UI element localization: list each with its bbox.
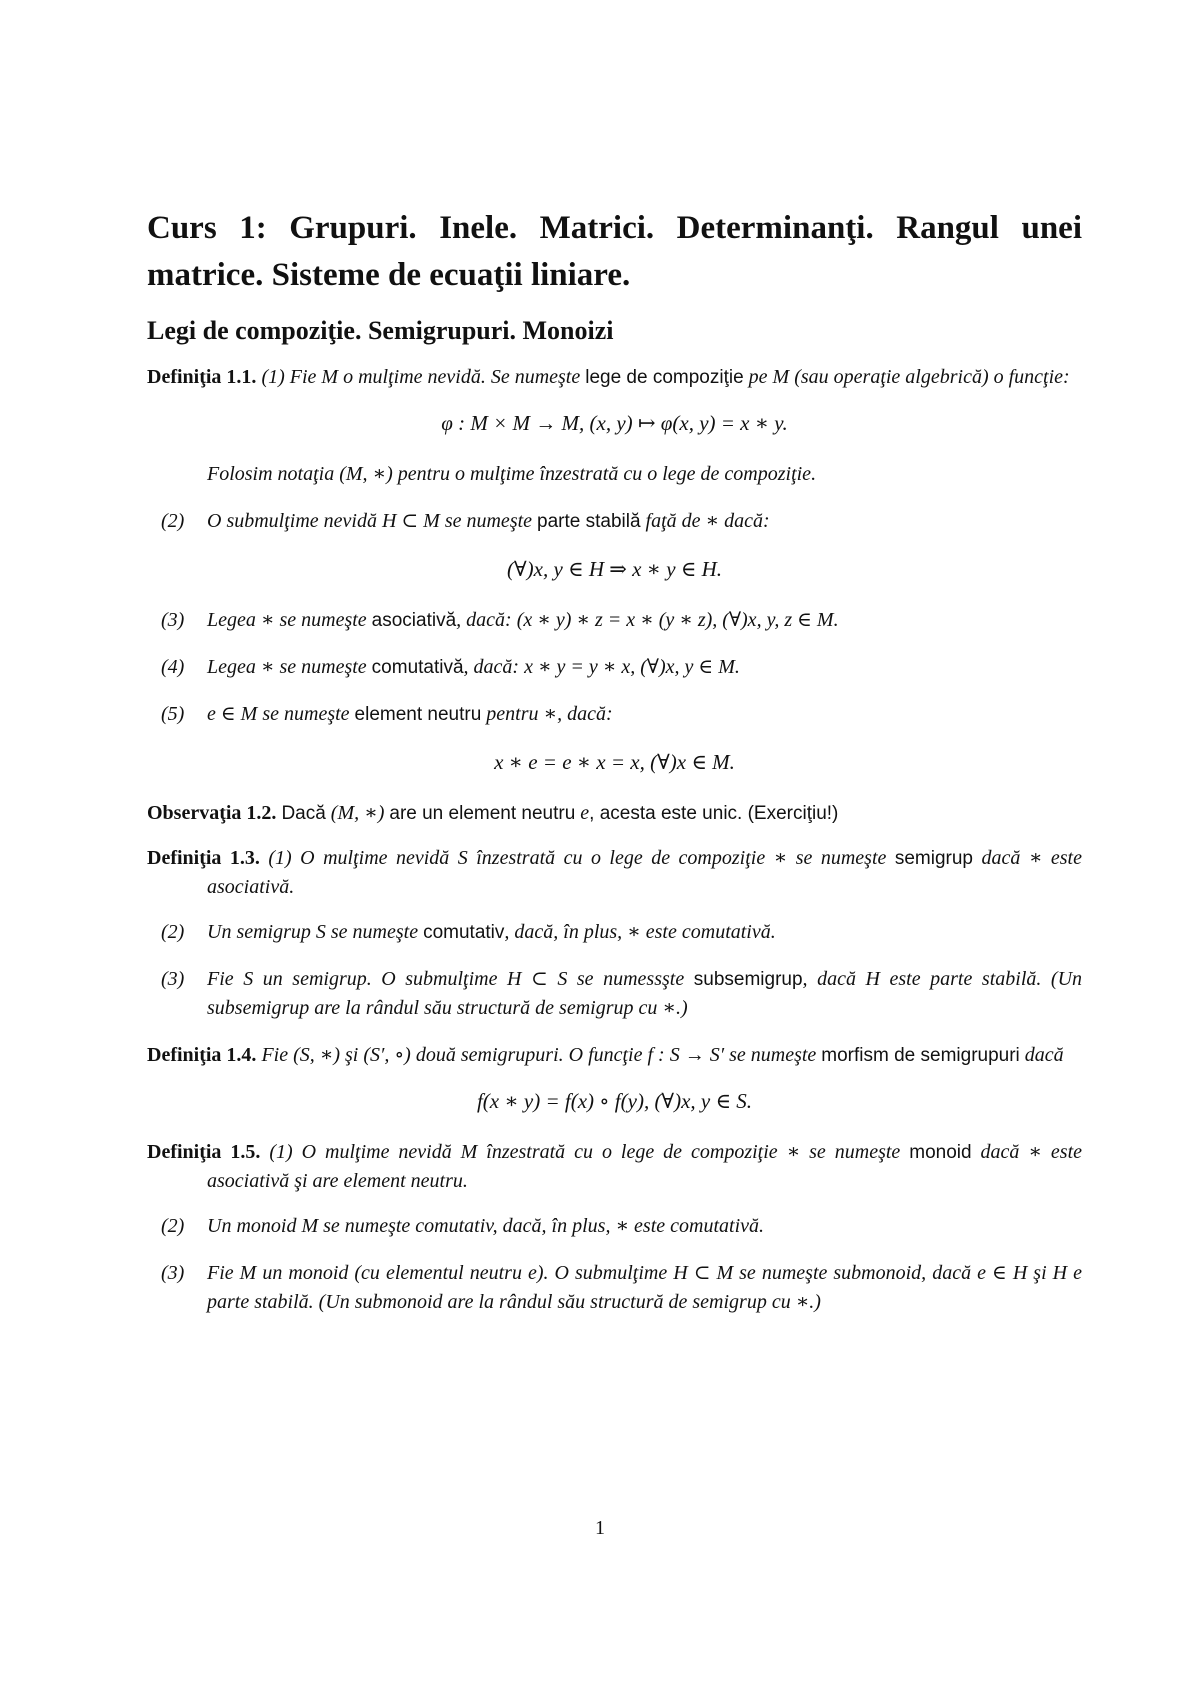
item-text: Legea ∗ se numeşte — [207, 656, 367, 678]
item-number: (2) — [161, 1215, 185, 1237]
note-text: Folosim notaţia (M, ∗) pentru o mulţime înzestrată cu o lege de compoziţie. — [207, 463, 817, 485]
defined-term: comutativ — [423, 922, 505, 943]
item-number: (2) — [161, 510, 185, 532]
item-text: , dacă: (x ∗ y) ∗ z = x ∗ (y ∗ z), (∀)x, y, z ∈ M. — [456, 609, 839, 631]
math-expression: (M, ∗) — [330, 802, 385, 824]
list-item — [147, 1212, 1082, 1241]
item-text: Un semigrup S se numeşte — [207, 921, 419, 943]
definition-text: dacă ∗ este asociativă. — [207, 847, 1082, 898]
definition-1-1 — [147, 363, 1082, 392]
item-text: Fie S un semigrup. O submulţime H ⊂ S se numessşte — [207, 968, 685, 990]
equation: x ∗ e = e ∗ x = x, (∀)x ∈ M. — [494, 750, 735, 774]
item-text: Fie M un monoid (cu elementul neutru e). O submulţime H ⊂ M se numeşte submonoid, dacă e ∈ H şi H e parte stabilă. (Un submonoid are la rândul său structură de semigrup cu ∗.) — [207, 1262, 1082, 1313]
item-number: (5) — [161, 703, 185, 725]
definition-label: Definiţia 1.3. — [147, 847, 260, 869]
equation: φ : M × M → M, (x, y) ↦ φ(x, y) = x ∗ y. — [441, 411, 788, 435]
equation: f(x ∗ y) = f(x) ∘ f(y), (∀)x, y ∈ S. — [476, 1089, 753, 1113]
list-item — [147, 918, 1082, 947]
list-item — [147, 653, 1082, 682]
defined-term: subsemigrup — [693, 969, 803, 990]
item-text: pentru ∗, dacă: — [486, 703, 613, 725]
list-item — [147, 606, 1082, 635]
item-text: , dacă, în plus, ∗ este comutativă. — [504, 921, 776, 943]
defined-term: asociativă — [371, 610, 457, 631]
item-text: , dacă H este parte stabilă. (Un subsemigrup are la rândul său structură de semigrup cu ∗.) — [207, 968, 1083, 1019]
item-text: Legea ∗ se numeşte — [207, 609, 367, 631]
observation-label: Observaţia 1.2. — [147, 802, 277, 824]
defined-term: monoid — [909, 1142, 972, 1163]
equation: (∀)x, y ∈ H ⇒ x ∗ y ∈ H. — [507, 557, 722, 581]
definition-1-4 — [147, 1041, 1082, 1070]
item-number: (3) — [161, 968, 185, 990]
definition-1-3 — [147, 844, 1082, 902]
observation-text: are un element neutru — [389, 803, 576, 824]
observation-text: Dacă — [281, 803, 326, 824]
definition-text: dacă ∗ este asociativă şi are element neutru. — [207, 1141, 1082, 1192]
observation-text: , acesta este unic. (Exerciţiu!) — [589, 803, 839, 824]
observation-1-2 — [147, 799, 1082, 828]
list-item — [147, 507, 1082, 536]
item-text: faţă de ∗ dacă: — [645, 510, 770, 532]
item-number: (1) — [269, 1141, 293, 1163]
page-number: 1 — [595, 1517, 605, 1539]
item-text: e ∈ M se numeşte — [207, 703, 350, 725]
defined-term: semigrup — [894, 848, 974, 869]
definition-text: pe M (sau operaţie algebrică) o funcţie: — [748, 366, 1070, 388]
definition-1-5 — [147, 1138, 1082, 1196]
item-text: Un monoid M se numeşte comutativ, dacă, în plus, ∗ este comutativă. — [207, 1215, 765, 1237]
math-expression: e — [580, 802, 590, 824]
definition-text: O mulţime nevidă S înzestrată cu o lege de compoziţie ∗ se numeşte — [300, 847, 887, 869]
item-number: (3) — [161, 1262, 185, 1284]
defined-term: element neutru — [354, 704, 482, 725]
item-number: (4) — [161, 656, 185, 678]
definition-label: Definiţia 1.4. — [147, 1044, 257, 1066]
list-item — [147, 1259, 1082, 1317]
list-item — [147, 700, 1082, 729]
item-number: (2) — [161, 921, 185, 943]
item-number: (3) — [161, 609, 185, 631]
item-number: (1) — [268, 847, 292, 869]
defined-term: parte stabilă — [537, 511, 641, 532]
list-item — [147, 965, 1082, 1023]
definition-text: dacă — [1024, 1044, 1064, 1066]
document-page — [147, 205, 1082, 1335]
item-text: O submulţime nevidă H ⊂ M se numeşte — [207, 510, 533, 532]
defined-term: comutativă — [371, 657, 464, 678]
item-number: (1) — [261, 366, 285, 388]
item-text: , dacă: x ∗ y = y ∗ x, (∀)x, y ∈ M. — [463, 656, 740, 678]
section-heading: Legi de compoziţie. Semigrupuri. Monoizi — [147, 316, 614, 345]
defined-term: morfism de semigrupuri — [821, 1045, 1020, 1066]
definition-text: Fie (S, ∗) şi (S′, ∘) două semigrupuri. O funcţie f : S → S′ se numeşte — [261, 1044, 817, 1066]
defined-term: lege de compoziţie — [585, 367, 744, 388]
definition-label: Definiţia 1.5. — [147, 1141, 261, 1163]
page-title: Curs 1: Grupuri. Inele. Matrici. Determinanţi. Rangul unei matrice. Sisteme de ecuaţii liniare. — [147, 210, 1082, 293]
definition-text: O mulţime nevidă M înzestrată cu o lege de compoziţie ∗ se numeşte — [301, 1141, 901, 1163]
definition-label: Definiţia 1.1. — [147, 366, 257, 388]
definition-text: Fie M o mulţime nevidă. Se numeşte — [289, 366, 581, 388]
